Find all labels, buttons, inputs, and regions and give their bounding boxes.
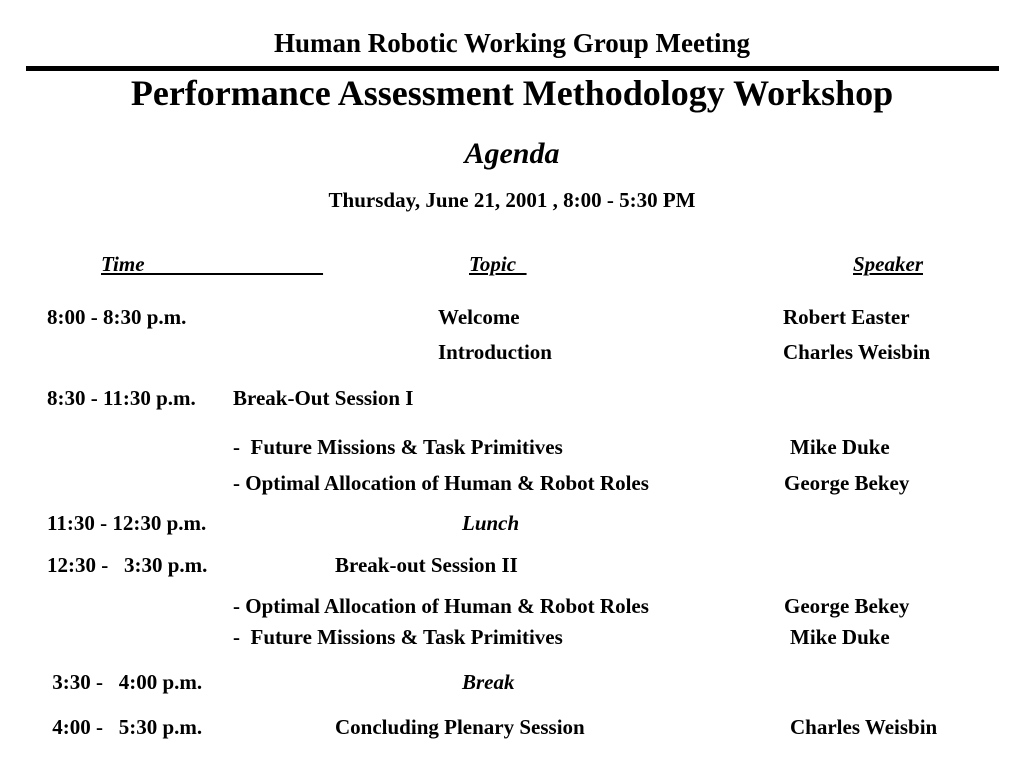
agenda-topic: Concluding Plenary Session <box>335 715 585 739</box>
agenda-speaker: Mike Duke <box>790 625 890 649</box>
workshop-title: Performance Assessment Methodology Workshop <box>130 73 894 113</box>
column-header-speaker: Speaker <box>853 252 923 276</box>
agenda-time: 8:00 - 8:30 p.m. <box>47 305 187 329</box>
agenda-speaker: Charles Weisbin <box>783 340 931 364</box>
agenda-speaker: Robert Easter <box>783 305 910 329</box>
agenda-topic: Welcome <box>438 305 520 329</box>
agenda-topic: Introduction <box>438 340 552 364</box>
agenda-topic: Break-Out Session I <box>233 386 414 410</box>
agenda-topic: - Future Missions & Task Primitives <box>233 625 563 649</box>
agenda-time: 4:00 - 5:30 p.m. <box>47 715 203 739</box>
agenda-topic: Break <box>462 670 515 694</box>
agenda-speaker: George Bekey <box>784 594 910 618</box>
column-header-time: Time <box>101 252 324 276</box>
agenda-topic: - Optimal Allocation of Human & Robot Roles <box>233 594 649 618</box>
agenda-topic: - Future Missions & Task Primitives <box>233 435 563 459</box>
agenda-time: 8:30 - 11:30 p.m. <box>47 386 196 410</box>
agenda-time: 11:30 - 12:30 p.m. <box>47 511 207 535</box>
agenda-date: Thursday, June 21, 2001 , 8:00 - 5:30 PM <box>328 188 696 212</box>
agenda-topic: Lunch <box>462 511 520 535</box>
agenda-speaker: Charles Weisbin <box>790 715 938 739</box>
agenda-heading: Agenda <box>464 137 560 170</box>
meeting-title: Human Robotic Working Group Meeting <box>273 28 751 58</box>
agenda-speaker: Mike Duke <box>790 435 890 459</box>
agenda-topic: - Optimal Allocation of Human & Robot Roles <box>233 471 649 495</box>
column-header-topic: Topic <box>469 252 527 276</box>
agenda-time: 12:30 - 3:30 p.m. <box>47 553 208 577</box>
agenda-time: 3:30 - 4:00 p.m. <box>47 670 203 694</box>
agenda-speaker: George Bekey <box>784 471 910 495</box>
header-divider <box>26 66 999 71</box>
agenda-topic: Break-out Session II <box>335 553 518 577</box>
